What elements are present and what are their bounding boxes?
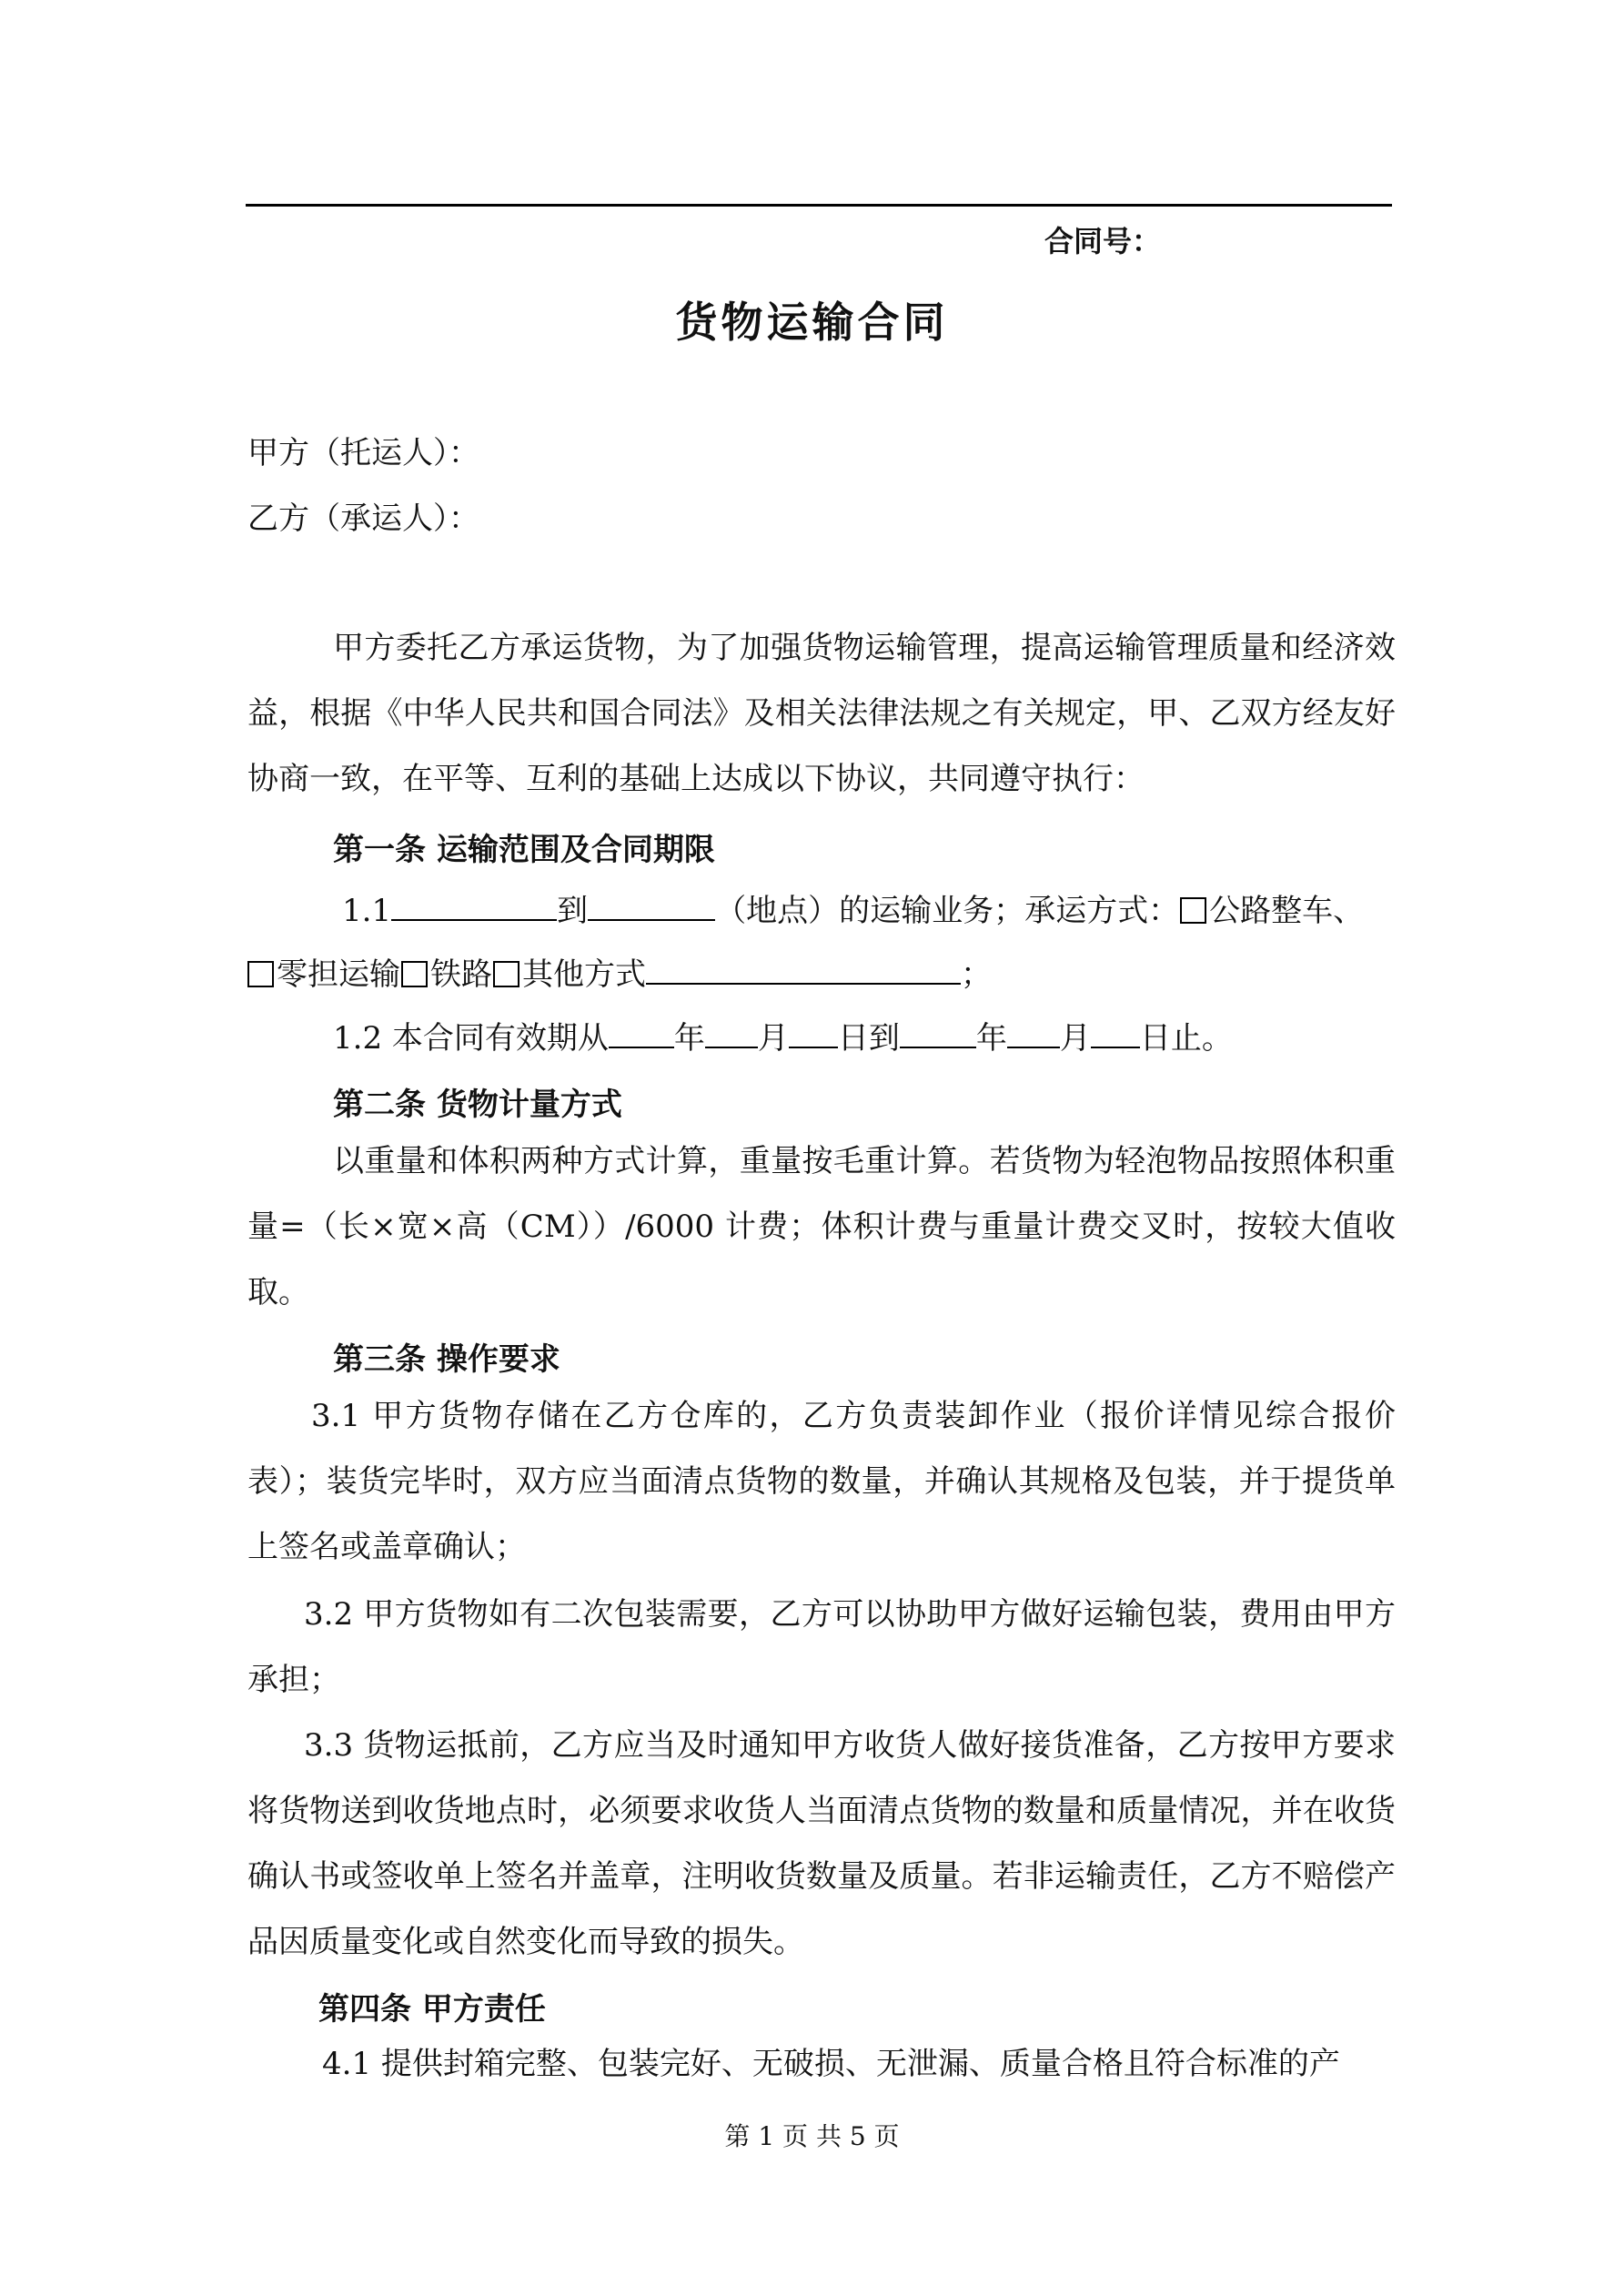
page-title: 货物运输合同 <box>675 298 949 347</box>
label-day-end: 日止。 <box>1139 1020 1233 1057</box>
blank-start-month <box>705 1016 758 1048</box>
label-year-1: 年 <box>673 1020 705 1057</box>
blank-start-day <box>789 1016 838 1048</box>
preamble-paragraph: 甲方委托乙方承运货物，为了加强货物运输管理，提高运输管理质量和经济效益，根据《中华人民共和国合同法》及相关法律法规之有关规定，甲、乙双方经友好协商一致，在平等、互利的基础上达成以下协议，共同遵守执行： <box>247 630 1396 797</box>
label-day-to: 日到 <box>837 1020 900 1057</box>
label-month-1: 月 <box>757 1020 789 1057</box>
article-2-heading: 第二条 货物计量方式 <box>333 1087 622 1123</box>
article-1-heading: 第一条 运输范围及合同期限 <box>333 832 715 868</box>
clause-1-1-line1 <box>342 888 1364 933</box>
blank-other-method <box>646 952 961 985</box>
option-other-label: 其他方式 <box>522 956 646 993</box>
party-b-line: 乙方（承运人）： <box>247 501 479 537</box>
blank-start-year <box>609 1016 674 1048</box>
option-road-label: 公路整车、 <box>1209 893 1365 929</box>
clause-3-3: 3.3 货物运抵前，乙方应当及时通知甲方收货人做好接货准备，乙方按甲方要求将货物送到收货地点时，必须要求收货人当面清点货物的数量和质量情况，并在收货确认书或签收单上签名并盖章，注明收货数量及质量。若非运输责任，乙方不赔偿产品因质量变化或自然变化而导致的损失。 <box>247 1727 1396 1960</box>
clause-1-1-mid: （地点）的运输业务；承运方式： <box>715 893 1180 929</box>
clause-1-1-line2 <box>247 952 992 996</box>
party-a-line: 甲方（托运人）： <box>247 435 479 471</box>
page-footer: 第 1 页 共 5 页 <box>724 2121 900 2151</box>
clause-1-1-to: 到 <box>557 893 589 929</box>
blank-end-month <box>1007 1016 1060 1048</box>
clause-3-2: 3.2 甲方货物如有二次包装需要，乙方可以协助甲方做好运输包装，费用由甲方承担； <box>247 1596 1396 1698</box>
clause-1-1-prefix: 1.1 <box>342 893 392 929</box>
clause-4-1: 4.1 提供封箱完整、包装完好、无破损、无泄漏、质量合格且符合标准的产 <box>322 2046 1340 2082</box>
label-month-2: 月 <box>1059 1020 1091 1057</box>
blank-end-day <box>1091 1016 1140 1048</box>
clause-3-1: 3.1 甲方货物存储在乙方仓库的，乙方负责装卸作业（报价详情见综合报价表）；装货完毕时，双方应当面清点货物的数量，并确认其规格及包装，并于提货单上签名或盖章确认； <box>247 1398 1396 1565</box>
checkbox-ltl <box>247 961 274 987</box>
article-4-heading: 第四条 甲方责任 <box>318 1991 546 2028</box>
header-rule <box>246 204 1392 207</box>
blank-end-year <box>900 1016 976 1048</box>
label-year-2: 年 <box>975 1020 1007 1057</box>
blank-origin <box>391 888 557 921</box>
clause-1-2-prefix: 1.2 本合同有效期从 <box>333 1020 609 1057</box>
checkbox-other <box>493 961 519 987</box>
article-2-body: 以重量和体积两种方式计算，重量按毛重计算。若货物为轻泡物品按照体积重量=（长×宽×高（CM））/6000 计费；体积计费与重量计费交叉时，按较大值收取。 <box>247 1143 1396 1310</box>
blank-destination <box>588 888 715 921</box>
contract-number-label: 合同号： <box>1044 224 1162 258</box>
clause-1-2 <box>333 1016 1233 1060</box>
option-ltl-label: 零担运输 <box>277 956 400 993</box>
clause-1-1-end: ； <box>961 956 992 993</box>
checkbox-rail <box>401 961 428 987</box>
option-rail-label: 铁路 <box>430 956 492 993</box>
article-3-heading: 第三条 操作要求 <box>333 1341 560 1378</box>
checkbox-road <box>1180 897 1206 924</box>
